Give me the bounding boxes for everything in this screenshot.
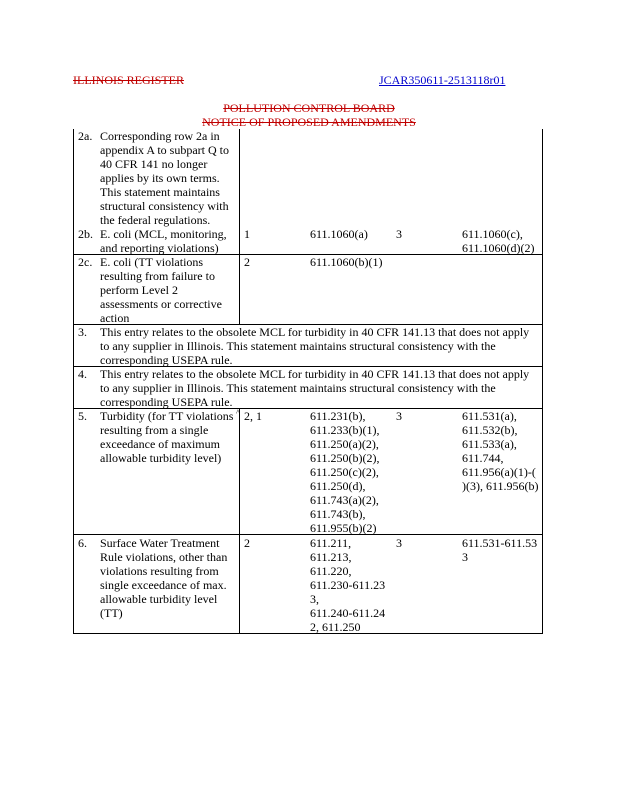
- register-name: ILLINOIS REGISTER: [73, 73, 184, 87]
- row-text-line: to any supplier in Illinois. This statement maintains structural consistency with the: [100, 381, 496, 395]
- col4: 3: [396, 536, 402, 550]
- row-number: 2b.: [78, 227, 93, 241]
- col5: 611.531(a), 611.532(b), 611.533(a), 611.744, 611.956(a)(1)-( )(3), 611.956(b): [462, 409, 539, 493]
- section: 611.1060(b)(1): [310, 255, 383, 269]
- col5: 611.531-611.53 3: [462, 536, 538, 564]
- col5: 611.1060(c), 611.1060(d)(2): [462, 227, 535, 255]
- tier: 2: [244, 255, 250, 269]
- col4: 3: [396, 409, 402, 423]
- tier: 2: [244, 536, 250, 550]
- tier: 2, 1: [244, 409, 262, 423]
- tier: 1: [244, 227, 250, 241]
- row-number: 6.: [78, 536, 87, 550]
- section: 611.231(b), 611.233(b)(1), 611.250(a)(2), 611.250(b)(2), 611.250(c)(2), 611.250(d), 611.743(a)(2), 611.743(b), 611.955(b)(2): [310, 409, 380, 535]
- row-text-line: This entry relates to the obsolete MCL for turbidity in 40 CFR 141.13 that does not apply: [100, 325, 530, 339]
- row-description: E. coli (TT violations resulting from failure to perform Level 2 assessments or corrective action: [100, 255, 222, 325]
- row-text-line: to any supplier in Illinois. This statement maintains structural consistency with the: [100, 339, 496, 353]
- row-text-line: corresponding USEPA rule.: [100, 395, 233, 409]
- superscript-mark: ^: [236, 408, 240, 417]
- section: 611.1060(a): [310, 227, 368, 241]
- row-number: 4.: [78, 367, 87, 381]
- row-number: 2c.: [78, 255, 93, 269]
- notice-title: NOTICE OF PROPOSED AMENDMENTS: [202, 115, 416, 129]
- row-description: E. coli (MCL, monitoring, and reporting violations): [100, 227, 227, 255]
- row-description: Turbidity (for TT violations resulting from a single exceedance of maximum allowable turbidity level): [100, 409, 234, 465]
- agency-title: POLLUTION CONTROL BOARD: [223, 101, 395, 115]
- row-number: 5.: [78, 409, 87, 423]
- row-text-line: corresponding USEPA rule.: [100, 353, 233, 367]
- row-description: Surface Water Treatment Rule violations, other than violations resulting from single exceedance of max. allowable turbidity level (TT): [100, 536, 228, 620]
- section: 611.211, 611.213, 611.220, 611.230-611.23 3, 611.240-611.24 2, 611.250: [310, 536, 386, 634]
- row-description: Corresponding row 2a in appendix A to subpart Q to 40 CFR 141 no longer applies by its own terms. This statement maintains structural consistency with the federal regulations.: [100, 129, 229, 227]
- row-number: 2a.: [78, 129, 93, 143]
- row-text-line: This entry relates to the obsolete MCL for turbidity in 40 CFR 141.13 that does not apply: [100, 367, 530, 381]
- col4: 3: [396, 227, 402, 241]
- document-id[interactable]: JCAR350611-2513118r01: [379, 73, 506, 87]
- row-number: 3.: [78, 325, 87, 339]
